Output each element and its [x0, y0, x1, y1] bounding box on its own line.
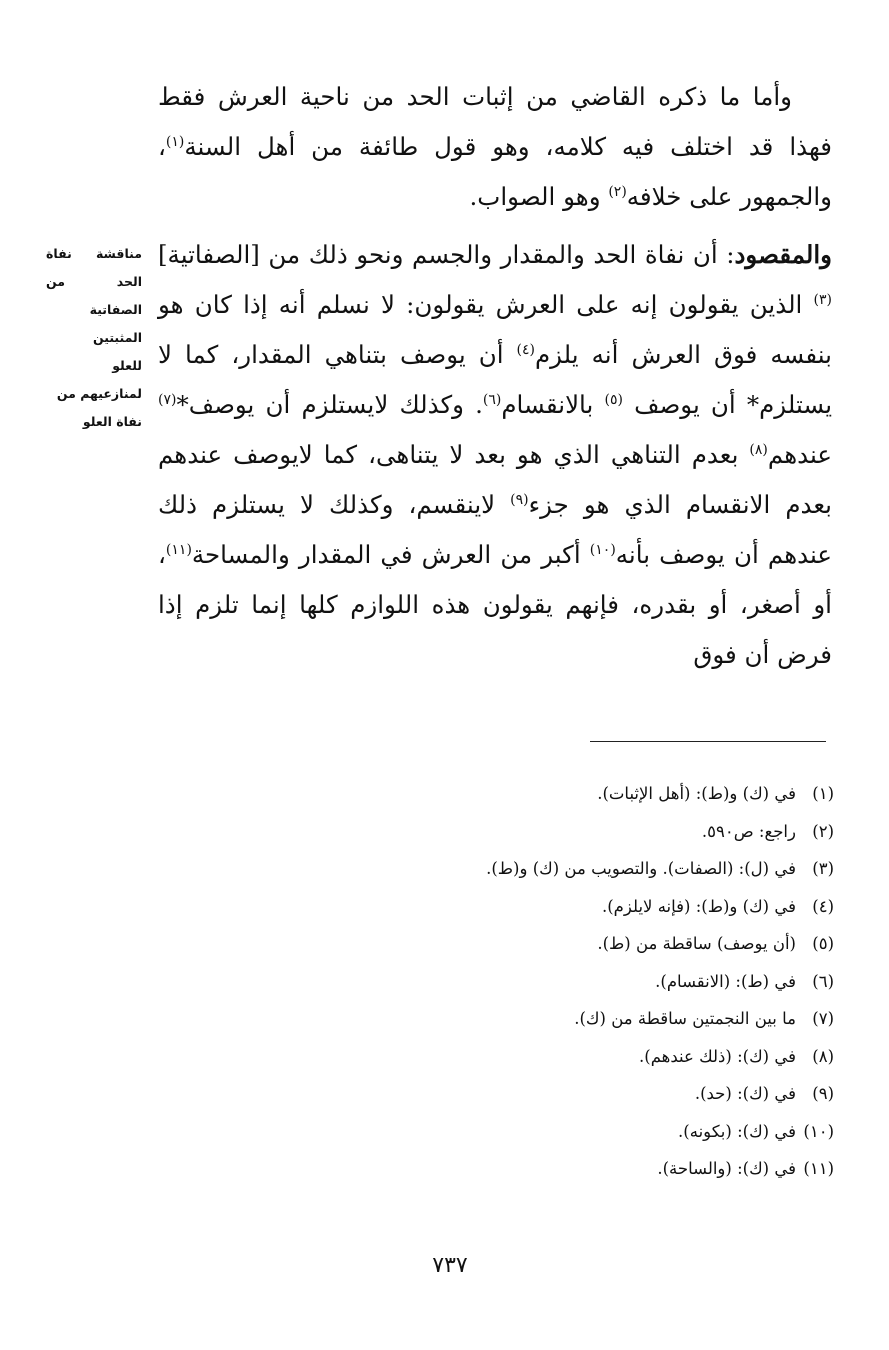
margin-note-line: مناقشة نفاة — [46, 246, 142, 261]
footnote-text: في (ط): (الانقسام). — [655, 971, 796, 991]
footnote-number: (٤) — [812, 896, 834, 916]
text-segment: : أن نفاة الحد والمقدار والجسم ونحو ذلك من [الصفاتية] — [158, 240, 735, 269]
footnote-number: (٢) — [812, 821, 834, 841]
footnote-ref-7: (٧) — [158, 391, 177, 408]
text-segment: . وكذلك لايستلزم أن يوصف* — [176, 390, 483, 419]
main-text — [158, 72, 832, 680]
footnote-text: (أن يوصف) ساقطة من (ط). — [597, 934, 796, 953]
footnote-text: في (ك) و(ط): (فإنه لايلزم). — [601, 896, 796, 916]
footnote-number: (١٠) — [803, 1121, 834, 1141]
footnote-item — [300, 1000, 834, 1038]
footnote-ref-5: (٥) — [604, 391, 623, 408]
page-number: ٧٣٧ — [432, 1253, 468, 1278]
text-segment: ، أو أصغر، أو بقدره، فإنهم يقولون هذه اللوازم كلها إنما تلزم إذا فرض أن فوق — [158, 540, 832, 669]
footnote-ref-10: (١٠) — [589, 541, 616, 558]
paragraph-1 — [158, 72, 832, 222]
footnote-number: (١) — [812, 784, 834, 803]
footnote-ref-2: (٢) — [608, 183, 627, 200]
text-segment: أكبر من العرش في المقدار والمساحة — [191, 540, 590, 569]
margin-note-line: لمنازعيهم من — [56, 386, 142, 401]
footnote-text: في (ك): (بكونه). — [678, 1121, 796, 1141]
footnote-text: في (ل): (الصفات). والتصويب من (ك) و(ط). — [486, 859, 796, 878]
margin-note-line: المثبتين — [92, 330, 142, 345]
text-segment: بالانقسام — [501, 390, 605, 419]
footnote-number: (٩) — [812, 1084, 834, 1103]
margin-note-line: للعلو — [112, 358, 142, 373]
text-segment: الذين يقولون إنه على العرش يقولون: لا نسلم أنه إذا كان هو بنفسه فوق العرش أنه يلزم — [158, 290, 832, 369]
footnote-item — [300, 1113, 834, 1151]
footnotes-list — [300, 775, 834, 1188]
footnote-ref-9: (٩) — [510, 491, 529, 508]
footnote-ref-11: (١١) — [165, 541, 192, 558]
footnote-item — [300, 1150, 834, 1188]
footnote-number: (٨) — [812, 1046, 834, 1066]
footnote-ref-1: (١) — [165, 133, 185, 150]
footnote-item — [300, 925, 834, 963]
footnote-number: (٧) — [812, 1009, 834, 1028]
footnote-text: في (ك): (والساحة). — [657, 1159, 796, 1178]
footnote-ref-3: (٣) — [813, 291, 832, 308]
footnote-number: (١١) — [803, 1159, 834, 1178]
footnote-text: راجع: ص٥٩٠. — [701, 821, 796, 841]
margin-note-line: الصفاتية — [89, 302, 142, 317]
footnote-item — [300, 813, 834, 851]
margin-note-line: نفاة العلو — [82, 414, 142, 429]
margin-note-line: الحد من — [46, 274, 142, 289]
footnote-number: (٦) — [812, 971, 834, 991]
lead-word: والمقصود — [734, 240, 832, 269]
footnote-text: في (ك) و(ط): (أهل الإثبات). — [597, 784, 796, 803]
footnote-item — [300, 1038, 834, 1076]
paragraph-2 — [158, 230, 832, 680]
footnote-item — [300, 850, 834, 888]
text-segment: لاينقسم، وكذلك لا يستلزم ذلك عندهم أن يوصف بأنه — [158, 490, 832, 569]
footnote-separator — [590, 741, 826, 742]
footnote-ref-8: (٨) — [749, 441, 768, 458]
text-segment: أن يوصف بتناهي المقدار، كما لا يستلزم* أن يوصف — [158, 340, 833, 419]
footnote-text: في (ك): (حد). — [694, 1084, 796, 1103]
text-segment: ، والجمهور على خلافه — [158, 132, 832, 211]
footnote-text: ما بين النجمتين ساقطة من (ك). — [574, 1009, 796, 1028]
footnote-number: (٥) — [812, 934, 834, 953]
footnote-text: في (ك): (ذلك عندهم). — [639, 1046, 796, 1066]
footnote-number: (٣) — [812, 859, 834, 878]
footnote-item — [300, 775, 834, 813]
text-segment: وهو الصواب. — [469, 182, 609, 211]
margin-note — [46, 240, 142, 436]
text-segment: عندهم — [767, 440, 832, 469]
footnote-ref-6: (٦) — [482, 391, 502, 408]
footnote-item — [300, 963, 834, 1001]
text-segment: وأما ما ذكره القاضي من إثبات الحد من ناحية العرش فقط فهذا قد اختلف فيه كلامه، وهو قول طائفة من أهل السنة — [158, 82, 832, 161]
footnote-item — [300, 1075, 834, 1113]
text-segment: بعدم التناهي الذي هو بعد لا يتناهى، كما لايوصف عندهم بعدم الانقسام الذي هو جزء — [158, 440, 833, 519]
footnote-item — [300, 888, 834, 926]
footnote-ref-4: (٤) — [516, 341, 535, 358]
